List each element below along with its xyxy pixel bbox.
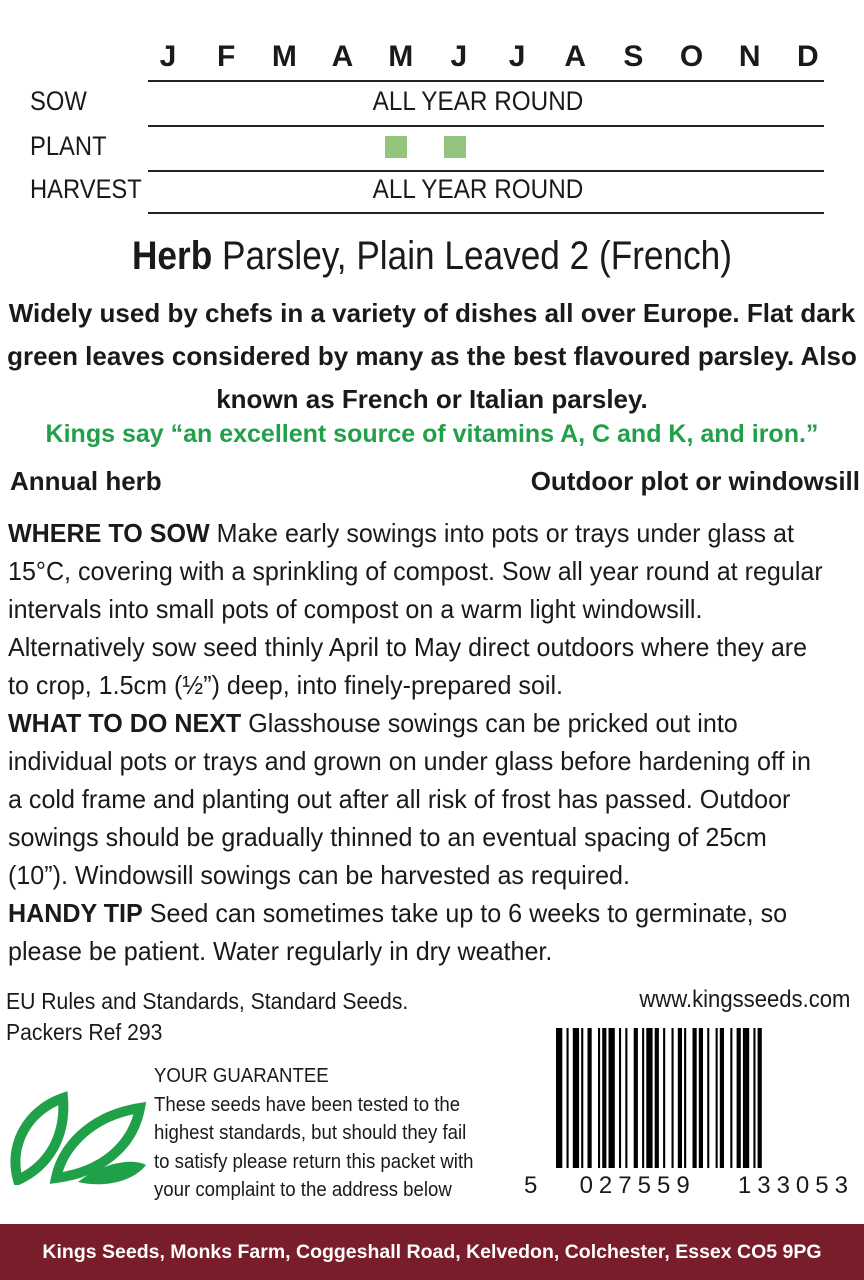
footer-address: Kings Seeds, Monks Farm, Coggeshall Road, Kelvedon, Colchester, Essex CO5 9PG <box>0 1224 864 1280</box>
barcode-bar <box>758 1028 762 1168</box>
instruction-text: Make early sowings into pots or trays under glass at 15°C, covering with a sprinkling of compost. Sow all year round at regular intervals into small pots of compost on a warm light windowsill. Alternatively sow seed thinly April to May direct outdoors where they are to crop, 1.5cm (½”) deep, into finely-prepared soil. <box>8 518 823 700</box>
product-description: Widely used by chefs in a variety of dishes all over Europe. Flat dark green leaves considered by many as the best flavoured parsley. Also known as French or Italian parsley. <box>7 298 857 414</box>
instruction-what-next <box>8 704 828 894</box>
divider <box>148 125 824 127</box>
barcode-bar <box>556 1028 562 1168</box>
barcode-bar <box>753 1028 755 1168</box>
divider <box>148 170 824 172</box>
month-header <box>148 40 828 74</box>
month-label: J <box>508 40 526 73</box>
instruction-heading: WHAT TO DO NEXT <box>8 708 242 738</box>
packers-ref: Packers Ref 293 <box>6 1019 163 1045</box>
plant-type: Annual herb <box>10 466 162 496</box>
barcode-bar <box>655 1028 659 1168</box>
regulatory-info <box>6 986 408 1048</box>
barcode-bar <box>602 1028 606 1168</box>
barcode-bar <box>743 1028 749 1168</box>
website: www.kingsseeds.com <box>638 986 850 1013</box>
month-label: D <box>797 40 819 73</box>
instruction-handy-tip <box>8 894 828 970</box>
barcode-bar <box>609 1028 615 1168</box>
guarantee-heading: YOUR GUARANTEE <box>154 1065 329 1087</box>
month-label: A <box>564 40 587 73</box>
barcode-bar <box>684 1028 686 1168</box>
month-label: J <box>450 40 468 73</box>
plant-label: PLANT <box>30 131 107 161</box>
plant-month-marker <box>385 136 407 158</box>
product-name: Parsley, Plain Leaved 2 (French) <box>221 234 732 278</box>
barcode-bar <box>663 1028 665 1168</box>
instruction-text: Seed can sometimes take up to 6 weeks to germinate, so please be patient. Water regularly in dry weather. <box>8 898 788 966</box>
guarantee-line: highest standards, but should they fail <box>154 1122 467 1144</box>
month-label: N <box>738 40 761 73</box>
regulatory-line: EU Rules and Standards, Standard Seeds. <box>6 988 409 1014</box>
kings-quote: Kings say “an excellent source of vitamins A, C and K, and iron.” <box>45 420 819 448</box>
barcode-bar <box>737 1028 741 1168</box>
barcode-digits: 027559 <box>579 1172 696 1199</box>
growing-location: Outdoor plot or windowsill <box>530 466 860 496</box>
barcode-digits: 5 <box>524 1172 538 1199</box>
divider <box>148 80 824 82</box>
barcode-bar <box>693 1028 697 1168</box>
barcode-bar <box>730 1028 732 1168</box>
guarantee-line: These seeds have been tested to the <box>154 1093 461 1116</box>
barcode-bar <box>720 1028 724 1168</box>
barcode-bar <box>634 1028 638 1168</box>
barcode-bar <box>573 1028 579 1168</box>
guarantee-line: to satisfy please return this packet with <box>154 1150 474 1173</box>
barcode-bar <box>716 1028 718 1168</box>
barcode-bar <box>625 1028 627 1168</box>
month-label: M <box>271 40 297 73</box>
divider <box>148 212 824 214</box>
plant-month-marker <box>444 136 466 158</box>
barcode-bar <box>581 1028 583 1168</box>
month-label: O <box>679 40 704 73</box>
barcode-bar <box>646 1028 652 1168</box>
product-category: Herb <box>132 234 213 278</box>
barcode-bar <box>598 1028 600 1168</box>
barcode-bar <box>672 1028 674 1168</box>
instruction-where-to-sow <box>8 514 828 704</box>
kings-leaf-logo-icon <box>8 1090 148 1185</box>
sow-label: SOW <box>30 86 87 116</box>
instruction-heading: WHERE TO SOW <box>8 518 210 548</box>
barcode-icon <box>556 1028 826 1178</box>
month-label: S <box>623 40 644 73</box>
sow-period: ALL YEAR ROUND <box>372 86 584 116</box>
month-label: J <box>159 40 177 73</box>
guarantee <box>154 1062 507 1205</box>
guarantee-line: your complaint to the address below <box>154 1179 452 1201</box>
month-label: M <box>388 40 414 73</box>
barcode-bar <box>619 1028 621 1168</box>
harvest-period: ALL YEAR ROUND <box>372 174 584 204</box>
barcode-bar <box>642 1028 644 1168</box>
month-label: F <box>217 40 236 73</box>
instructions <box>8 514 828 970</box>
barcode-bar <box>678 1028 682 1168</box>
barcode-bar <box>567 1028 569 1168</box>
harvest-label: HARVEST <box>30 174 142 204</box>
instruction-text: Glasshouse sowings can be pricked out into individual pots or trays and grown on under glass before hardening off in a cold frame and planting out after all risk of frost has passed. Outdoor sowings should be gradually thinned to an eventual spacing of 25cm (10”). Windowsill sowings can be harvested as required. <box>8 708 811 890</box>
barcode-bar <box>699 1028 703 1168</box>
product-attributes <box>10 466 860 497</box>
barcode-bar <box>588 1028 592 1168</box>
barcode-digits: 133053 <box>737 1172 854 1199</box>
month-label: A <box>331 40 354 73</box>
product-title <box>52 234 812 279</box>
barcode-bar <box>707 1028 709 1168</box>
instruction-heading: HANDY TIP <box>8 898 143 928</box>
barcode-number <box>524 1172 854 1200</box>
